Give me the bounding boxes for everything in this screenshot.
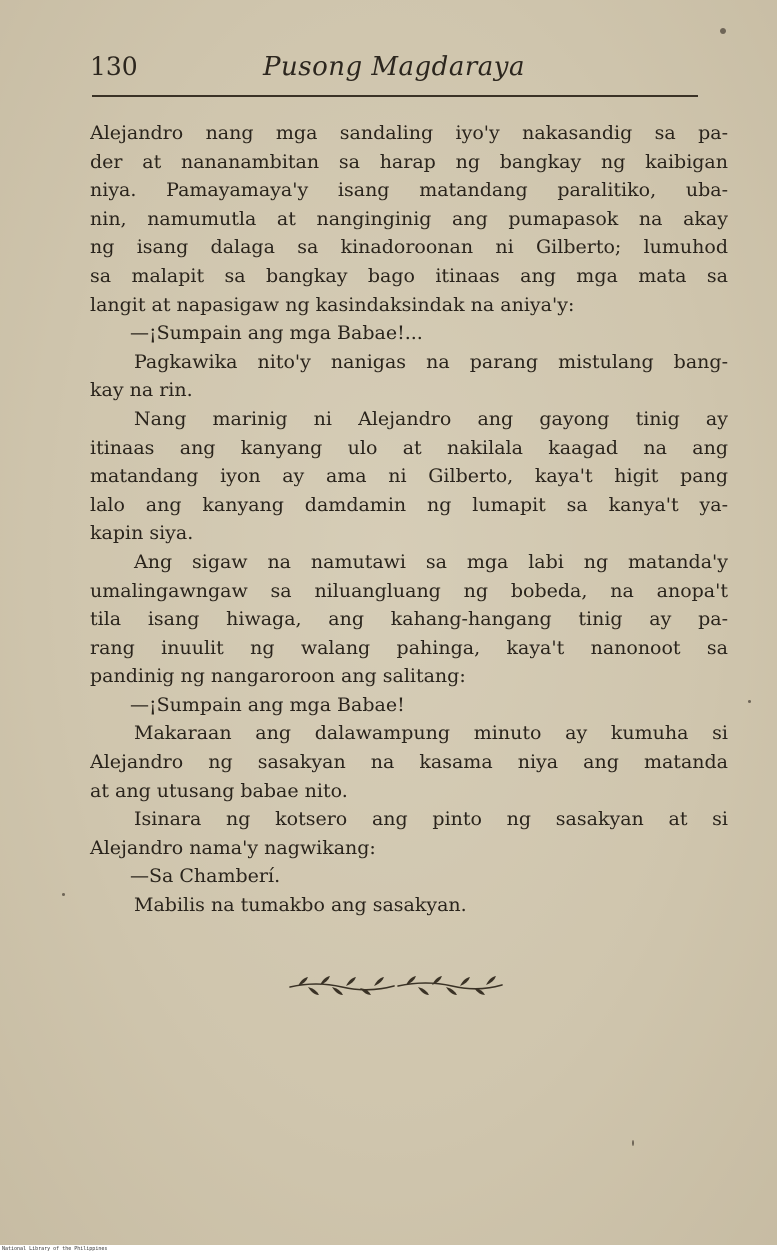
text-line: itinaas ang kanyang ulo at nakilala kaagad na ang	[90, 436, 728, 459]
text-line: Alejandro ng sasakyan na kasama niya ang matanda	[90, 751, 728, 774]
page-number: 130	[90, 52, 138, 81]
text-line: ng isang dalaga sa kinadoroonan ni Gilberto; lumuhod	[90, 236, 728, 259]
footer-strip	[0, 1245, 777, 1253]
text-line: Alejandro nama'y nagwikang:	[90, 836, 376, 859]
text-line: at ang utusang babae nito.	[90, 779, 348, 802]
text-line: nin, namumutla at nanginginig ang pumapasok na akay	[90, 207, 728, 230]
paragraph-start: Pagkawika nito'y nanigas na parang mistulang bang-	[134, 350, 728, 373]
paragraph-start: Mabilis na tumakbo ang sasakyan.	[134, 894, 467, 917]
text-line: tila isang hiwaga, ang kahang-hangang tinig ay pa-	[90, 608, 728, 631]
paragraph-start: Isinara ng kotsero ang pinto ng sasakyan at si	[134, 808, 728, 831]
paper-speck	[748, 700, 751, 703]
text-line: rang inuulit ng walang pahinga, kaya't nanonoot sa	[90, 636, 728, 659]
library-label: National Library of the Philippines	[2, 1246, 108, 1252]
text-line: matandang iyon ay ama ni Gilberto, kaya't higit pang	[90, 465, 728, 488]
paragraph-start: Ang sigaw na namutawi sa mga labi ng matanda'y	[134, 550, 728, 573]
text-line: sa malapit sa bangkay bago itinaas ang mga mata sa	[90, 264, 728, 287]
header-rule	[92, 95, 698, 97]
paper-speck	[62, 893, 65, 896]
page-header	[90, 50, 698, 86]
running-title: Pusong Magdaraya	[263, 52, 525, 82]
paragraph-start: Nang marinig ni Alejandro ang gayong tinig ay	[134, 407, 728, 430]
text-line: lalo ang kanyang damdamin ng lumapit sa kanya't ya-	[90, 493, 728, 516]
text-line: pandinig ng nangaroroon ang salitang:	[90, 665, 466, 688]
text-line: kay na rin.	[90, 379, 193, 402]
text-line: kapin siya.	[90, 522, 194, 545]
dialogue-line: —Sa Chamberí.	[130, 865, 281, 888]
text-line: langit at napasigaw ng kasindaksindak na aniya'y:	[90, 293, 575, 316]
dialogue-line: —¡Sumpain ang mga Babae!...	[130, 322, 423, 345]
text-line: niya. Pamayamaya'y isang matandang paralitiko, uba-	[90, 179, 728, 202]
paragraph-start: Makaraan ang dalawampung minuto ay kumuha si	[134, 722, 728, 745]
paper-speck	[632, 1140, 634, 1146]
text-line: der at nananambitan sa harap ng bangkay ng kaibigan	[90, 150, 728, 173]
body-text	[90, 119, 730, 920]
text-line: umalingawngaw sa niluangluang ng bobeda, na anopa't	[90, 579, 728, 602]
text-line: Alejandro nang mga sandaling iyo'y nakasandig sa pa-	[90, 122, 728, 144]
dialogue-line: —¡Sumpain ang mga Babae!	[130, 693, 405, 716]
leaf-ornament-icon	[286, 971, 506, 1001]
paper-speck	[720, 28, 726, 34]
